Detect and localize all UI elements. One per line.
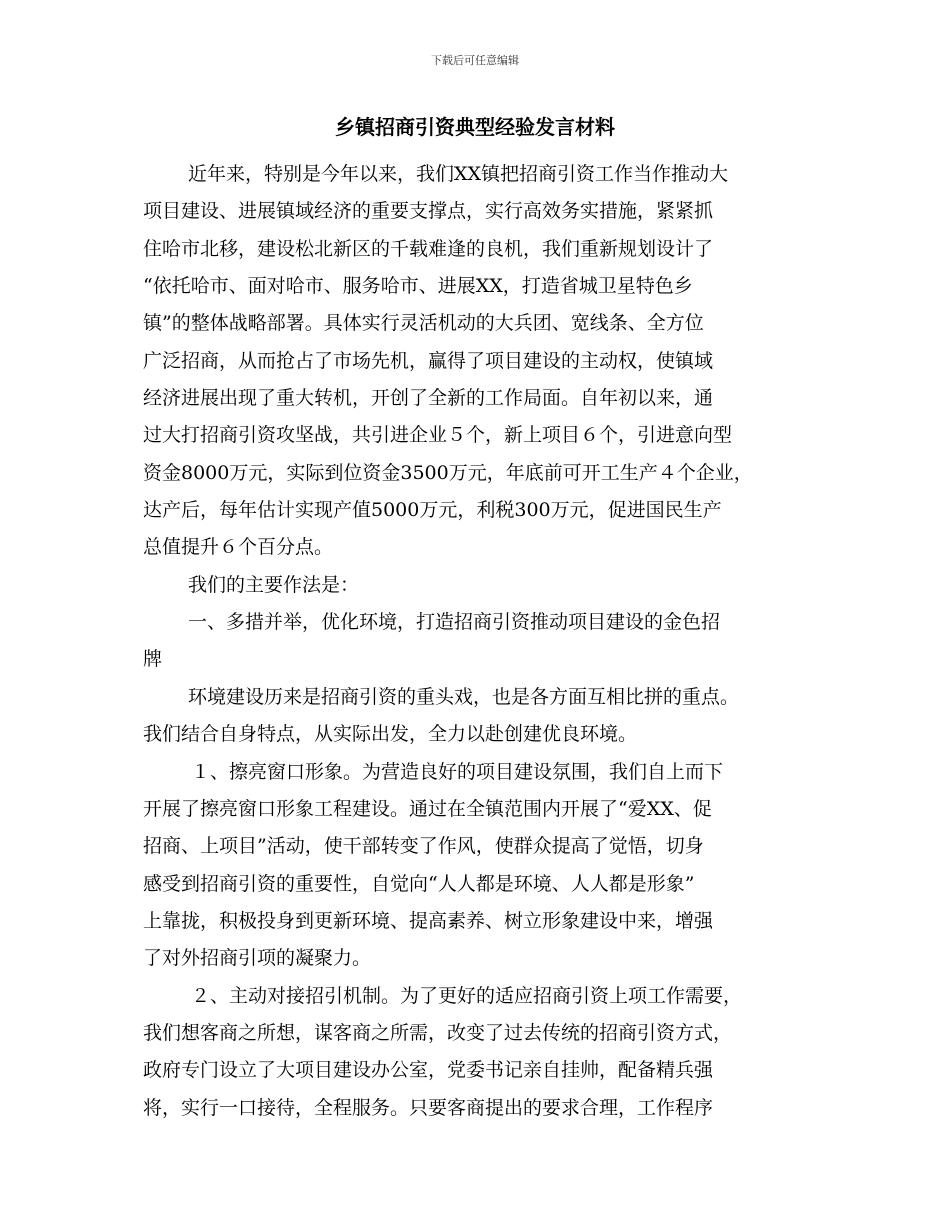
paragraph-line: 政府专门设立了大项目建设办公室，党委书记亲自挂帅，配备精兵强 <box>143 1059 714 1082</box>
paragraph-line: ２、主动对接招引机制。为了更好的适应招商引资上项工作需要， <box>191 984 743 1007</box>
paragraph-line: 达产后，每年估计实现产值5000万元，利税300万元，促进国民生产 <box>143 499 722 522</box>
paragraph-line: １、擦亮窗口形象。为营造良好的项目建设氛围，我们自上而下 <box>191 760 724 783</box>
paragraph-line: 感受到招商引资的重要性，自觉向“人人都是环境、人人都是形象” <box>143 872 695 895</box>
paragraph-line: 总值提升６个百分点。 <box>143 536 334 559</box>
page-header-note: 下载后可任意编辑 <box>431 54 519 67</box>
paragraph-line: 项目建设、进展镇域经济的重要支撑点，实行高效务实措施，紧紧抓 <box>143 200 714 223</box>
paragraph-line: 上靠拢，积极投身到更新环境、提高素养、树立形象建设中来，增强 <box>143 909 714 932</box>
paragraph-line: 住哈市北移，建设松北新区的千载难逢的良机，我们重新规划设计了 <box>143 237 714 260</box>
paragraph-line: 招商、上项目”活动，使干部转变了作风，使群众提高了觉悟，切身 <box>143 835 704 858</box>
document-body <box>143 156 823 1127</box>
paragraph-line: 资金8000万元，实际到位资金3500万元，年底前可开工生产４个企业， <box>143 461 753 484</box>
paragraph-line: 镇”的整体战略部署。具体实行灵活机动的大兵团、宽线条、全方位 <box>143 312 704 335</box>
paragraph-line: 我们结合自身特点，从实际出发，全力以赴创建优良环境。 <box>143 723 638 746</box>
paragraph-line: 经济进展出现了重大转机，开创了全新的工作局面。自年初以来，通 <box>143 387 714 410</box>
section-heading-line: 牌 <box>143 648 163 671</box>
paragraph-line: 我们的主要作法是： <box>188 573 360 596</box>
paragraph-line: 将，实行一口接待，全程服务。只要客商提出的要求合理，工作程序 <box>143 1096 714 1119</box>
paragraph-line: “依托哈市、面对哈市、服务哈市、进展XX，打造省城卫星特色乡 <box>143 275 693 298</box>
paragraph-line: 我们想客商之所想，谋客商之所需，改变了过去传统的招商引资方式， <box>143 1021 733 1044</box>
document-title: 乡镇招商引资典型经验发言材料 <box>335 115 615 139</box>
section-heading-line: 一、多措并举，优化环境，打造招商引资推动项目建设的金色招 <box>188 611 721 634</box>
paragraph-line: 广泛招商，从而抢占了市场先机，赢得了项目建设的主动权，使镇域 <box>143 349 714 372</box>
paragraph-line: 近年来，特别是今年以来，我们XX镇把招商引资工作当作推动大 <box>188 163 729 185</box>
paragraph-line: 环境建设历来是招商引资的重头戏，也是各方面互相比拼的重点。 <box>188 685 740 708</box>
paragraph-line: 开展了擦亮窗口形象工程建设。通过在全镇范围内开展了“爱XX、促 <box>143 797 712 820</box>
paragraph-line: 过大打招商引资攻坚战，共引进企业５个，新上项目６个，引进意向型 <box>143 424 733 447</box>
paragraph-line: 了对外招商引项的凝聚力。 <box>143 947 372 970</box>
